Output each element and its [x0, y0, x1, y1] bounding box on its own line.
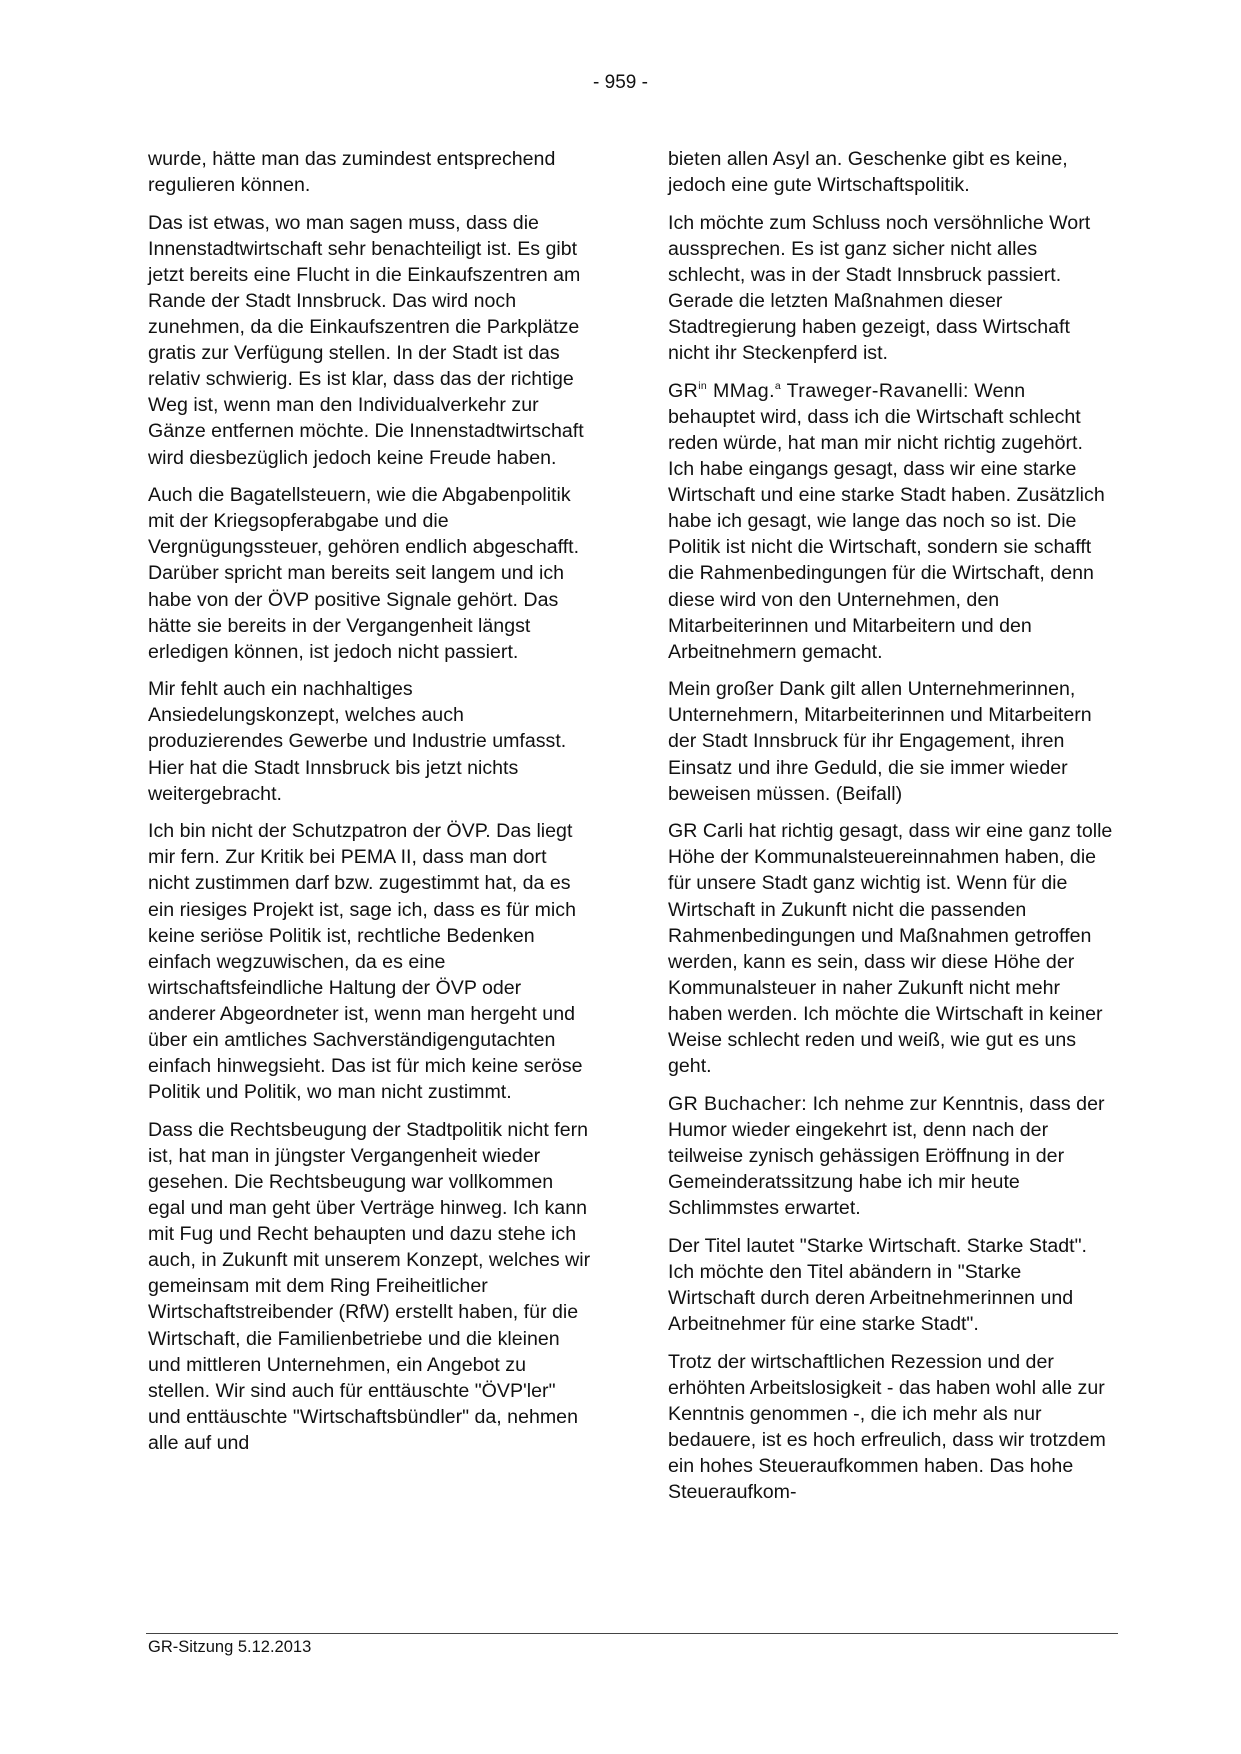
- right-column: [668, 146, 1113, 1517]
- speaker-paragraph: [668, 1091, 1113, 1221]
- paragraph: GR Carli hat richtig gesagt, dass wir eine ganz tolle Höhe der Kommunalsteuereinnahmen haben, die für unsere Stadt ganz wichtig ist. Wenn für die Wirtschaft in Zukunft nicht die passenden Rahmenbedingungen und Maßnahmen getroffen werden, kann es sein, dass wir diese Höhe der Kommunalsteuer in naher Zukunft nicht mehr haben werden. Ich möchte die Wirtschaft in keiner Weise schlecht reden und weiß, wie gut es uns geht.: [668, 820, 1113, 1078]
- paragraph: Ich bin nicht der Schutzpatron der ÖVP. Das liegt mir fern. Zur Kritik bei PEMA II, dass man dort nicht zustimmen darf bzw. zugestimmt hat, da es ein riesiges Projekt ist, sage ich, dass es für mich keine seriöse Politik ist, rechtliche Bedenken einfach wegzuwischen, da es eine wirtschaftsfeindliche Haltung der ÖVP oder anderer Abgeordneter ist, wenn man hergeht und über ein amtliches Sachverständigengutachten einfach hinwegsieht. Das ist für mich keine seröse Politik und Politik, wo man nicht zustimmt.: [148, 820, 583, 1104]
- footer-divider: [146, 1633, 1118, 1634]
- footer-session-date: GR-Sitzung 5.12.2013: [148, 1638, 312, 1656]
- paragraph: Trotz der wirtschaftlichen Rezession und der erhöhten Arbeitslosigkeit - das haben wohl alle zur Kenntnis genommen -, die ich mehr als nur bedauere, ist es hoch erfreulich, dass wir trotzdem ein hohes Steueraufkommen haben. Das hohe Steueraufkom-: [668, 1350, 1106, 1503]
- speech-text: Wenn behauptet wird, dass ich die Wirtschaft schlecht reden würde, hat man mir nicht richtig zugehört. Ich habe eingangs gesagt, dass wir eine starke Wirtschaft und eine starke Stadt haben. Zusätzlich habe ich gesagt, wie lange das noch so ist. Die Politik ist nicht die Wirtschaft, sondern sie schafft die Rahmenbedingungen für die Wirtschaft, denn diese wird von den Unternehmen, den Mitarbeiterinnen und Mitarbeitern und den Arbeitnehmern gemacht.: [668, 379, 1105, 663]
- left-column: [148, 146, 593, 1468]
- speech-text: Ich nehme zur Kenntnis, dass der Humor wieder eingekehrt ist, denn nach der teilweise zynisch gehässigen Eröffnung in der Gemeinderatssitzung habe ich mir heute Schlimmstes erwartet.: [668, 1092, 1105, 1220]
- speaker-name: $GR^{in}$ MMag.$^a$ Traweger-Ravanelli:: [668, 379, 969, 402]
- page-number: - 959 -: [593, 72, 648, 93]
- paragraph: Mein großer Dank gilt allen Unternehmerinnen, Unternehmern, Mitarbeiterinnen und Mitarbeitern der Stadt Innsbruck für ihr Engagement, ihren Einsatz und ihre Geduld, die sie immer wieder beweisen müssen. (Beifall): [668, 678, 1092, 805]
- paragraph: Das ist etwas, wo man sagen muss, dass die Innenstadtwirtschaft sehr benachteiligt ist. Es gibt jetzt bereits eine Flucht in die Einkaufszentren am Rande der Stadt Innsbruck. Das wird noch zunehmen, da die Einkaufszentren die Parkplätze gratis zur Verfügung stellen. In der Stadt ist das relativ schwierig. Es ist klar, dass das der richtige Weg ist, wenn man den Individualverkehr zur Gänze entfernen möchte. Die Innenstadtwirtschaft wird diesbezüglich jedoch keine Freude haben.: [148, 211, 584, 469]
- paragraph: Mir fehlt auch ein nachhaltiges Ansiedelungskonzept, welches auch produzierendes Gewerbe und Industrie umfasst. Hier hat die Stadt Innsbruck bis jetzt nichts weitergebracht.: [148, 678, 567, 805]
- paragraph: wurde, hätte man das zumindest entsprechend regulieren können.: [148, 148, 556, 197]
- paragraph: Ich möchte zum Schluss noch versöhnliche Wort aussprechen. Es ist ganz sicher nicht alles schlecht, was in der Stadt Innsbruck passiert. Gerade die letzten Maßnahmen dieser Stadtregierung haben gezeigt, dass Wirtschaft nicht ihr Steckenpferd ist.: [668, 211, 1091, 365]
- paragraph: Der Titel lautet "Starke Wirtschaft. Starke Stadt". Ich möchte den Titel abändern in "Starke Wirtschaft durch deren Arbeitnehmerinnen und Arbeitnehmer für eine starke Stadt".: [668, 1234, 1087, 1335]
- paragraph: bieten allen Asyl an. Geschenke gibt es keine, jedoch eine gute Wirtschaftspolitik.: [668, 148, 1068, 197]
- speaker-name: GR Buchacher:: [668, 1092, 808, 1115]
- paragraph: Auch die Bagatellsteuern, wie die Abgabenpolitik mit der Kriegsopferabgabe und die Vergnügungssteuer, gehören endlich abgeschafft. Darüber spricht man bereits seit langem und ich habe von der ÖVP positive Signale gehört. Das hätte sie bereits in der Vergangenheit längst erledigen können, ist jedoch nicht passiert.: [148, 484, 580, 663]
- speaker-paragraph: [668, 378, 1113, 665]
- paragraph: Dass die Rechtsbeugung der Stadtpolitik nicht fern ist, hat man in jüngster Vergangenheit wieder gesehen. Die Rechtsbeugung war vollkommen egal und man geht über Verträge hinweg. Ich kann mit Fug und Recht behaupten und dazu stehe ich auch, in Zukunft mit unserem Konzept, welches wir gemeinsam mit dem Ring Freiheitlicher Wirtschaftstreibender (RfW) erstellt haben, für die Wirtschaft, die Familienbetriebe und die kleinen und mittleren Unternehmen, ein Angebot zu stellen. Wir sind auch für enttäuschte "ÖVP'ler" und enttäuschte "Wirtschaftsbündler" da, nehmen alle auf und: [148, 1118, 591, 1454]
